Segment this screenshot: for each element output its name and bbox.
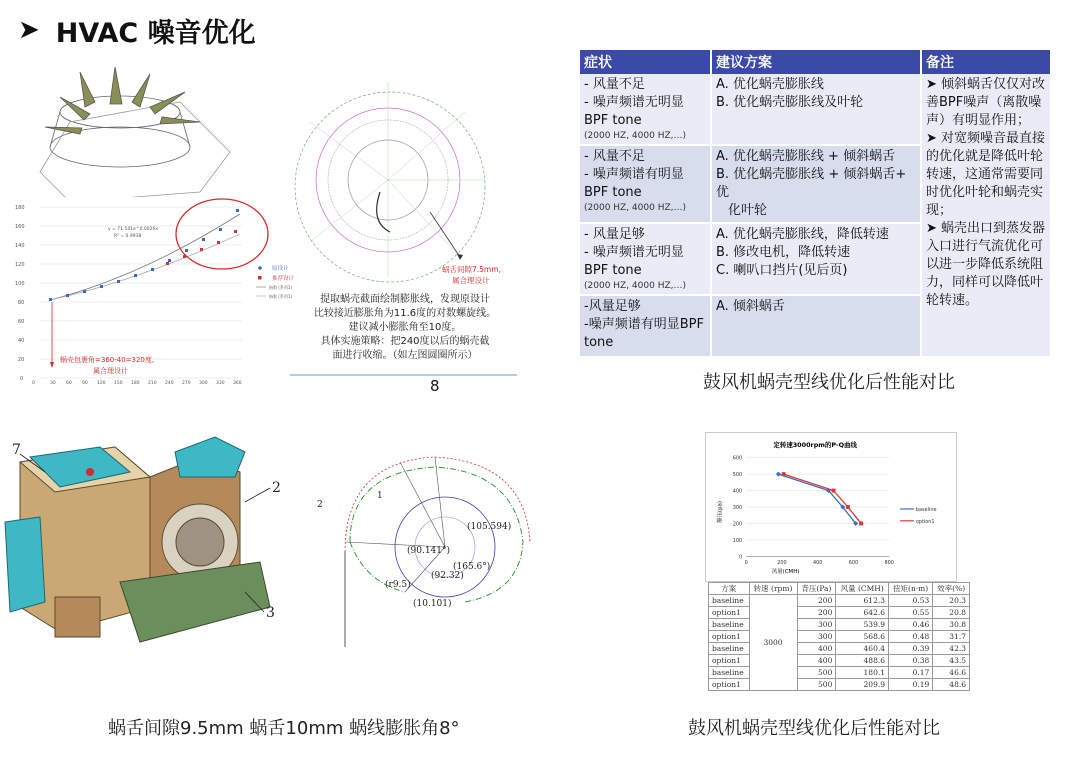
table-header: 扭矩(n·m)	[889, 583, 933, 595]
svg-text:指数 (系列1): 指数 (系列1)	[269, 285, 292, 290]
pq-chart-title: 定转速3000rpm的P-Q曲线	[773, 440, 857, 449]
label-7: 7	[12, 442, 21, 458]
notes-cell: ➤ 倾斜蜗舌仅仅对改 善BPF噪声（离散噪 声）有明显作用； ➤ 对宽频噪音最直接 的优化就是降低叶轮 转速，这通常需要同 时优化叶轮和蜗壳实 现； ➤ 蜗壳出口到蒸发器 入口进行气流优化可 以进一步降低系统阻 力，同样可以降低叶 轮转速。	[921, 74, 1051, 357]
symptom-plan-table	[580, 50, 1052, 358]
table-row: option1 400 488.6 0.38 43.5	[709, 655, 970, 667]
svg-text:30: 30	[50, 381, 56, 386]
svg-text:推荐设计: 推荐设计	[272, 276, 295, 282]
y-tick: 160	[15, 224, 25, 230]
table-row: option1 300 568.6 0.48 31.7	[709, 631, 970, 643]
table-row	[580, 74, 1051, 145]
pq-xlabel: 风量(CMH)	[771, 569, 800, 576]
pq-x-tick: 400	[812, 560, 823, 567]
label-3: 3	[266, 605, 275, 621]
plan-cell: A. 优化蜗壳膨胀线，降低转速 B. 修改电机，降低转速 C. 喇叭口挡片(见后页)	[711, 223, 921, 295]
symptom-cell: - 风量足够 - 噪声频谱无明显 BPF tone (2000 HZ, 4000 HZ,…)	[580, 223, 711, 295]
pq-x-tick: 0	[744, 560, 748, 567]
svg-text:建议减小膨胀角至10度。: 建议减小膨胀角至10度。	[348, 322, 462, 333]
wrap-note-line2: 属合理设计	[93, 367, 128, 375]
table-header: 备注	[921, 50, 1051, 74]
pq-point	[776, 472, 781, 477]
hvac-unit-drawing	[0, 432, 295, 677]
svg-text:(92.32): (92.32)	[431, 571, 464, 581]
svg-text:具体实施策略：把240度以后的蜗壳截: 具体实施策略：把240度以后的蜗壳截	[320, 336, 490, 347]
plan-cell: A. 优化蜗壳膨胀线 B. 优化蜗壳膨胀线及叶轮	[711, 74, 921, 145]
plan-cell: A. 倾斜蜗舌	[711, 295, 921, 357]
table-header: 转速 (rpm)	[749, 583, 797, 595]
pq-y-tick: 500	[732, 472, 743, 479]
volute-analysis-figure	[10, 62, 530, 392]
trend-equation: y = 71.541e^0.0026x	[108, 227, 158, 232]
symptom-cell: -风量足够 -噪声频谱有明显BPF tone	[580, 295, 711, 357]
label-2: 2	[272, 480, 281, 496]
table-row: baseline 300 539.9 0.46 30.8	[709, 619, 970, 631]
pq-legend-label: option1	[915, 518, 935, 525]
pq-curve-chart	[705, 432, 957, 582]
table-header: 方案	[709, 583, 750, 595]
pq-series-line-baseline	[778, 474, 855, 523]
y-tick: 0	[20, 376, 24, 382]
caption-top-right: 鼓风机蜗壳型线优化后性能对比	[703, 372, 955, 393]
pq-table-header-row	[709, 583, 970, 595]
svg-text:面进行收缩。（如左图圆圈所示）: 面进行收缩。（如左图圆圈所示）	[332, 350, 478, 361]
svg-text:150: 150	[114, 381, 123, 386]
table-row: baseline 500 180.1 0.17 46.6	[709, 667, 970, 679]
svg-text:240: 240	[165, 381, 174, 386]
y-tick: 120	[15, 262, 25, 268]
gap-note-line1: 蜗舌间隙7.5mm,	[442, 265, 501, 274]
svg-text:(105.594): (105.594)	[467, 522, 512, 532]
svg-text:原设计: 原设计	[272, 266, 289, 272]
y-tick: 140	[15, 243, 25, 249]
svg-text:(10.101): (10.101)	[413, 599, 452, 609]
slide-title	[18, 8, 256, 52]
svg-text:60: 60	[66, 381, 72, 386]
y-tick: 20	[18, 357, 25, 363]
pq-data-table	[708, 582, 970, 691]
page-number: 8	[430, 377, 440, 392]
x-ticks	[32, 380, 242, 386]
pq-ylabel: 静压(pa)	[717, 501, 724, 523]
pq-x-tick: 200	[777, 560, 787, 567]
table-header: 建议方案	[711, 50, 921, 74]
svg-text:0: 0	[32, 381, 35, 386]
volute-tag-2: 2	[317, 500, 323, 510]
svg-text:90: 90	[82, 381, 88, 386]
table-header: 症状	[580, 50, 711, 74]
pq-point	[782, 472, 786, 476]
volute-tag-1: 1	[377, 491, 383, 501]
pq-y-tick: 100	[732, 537, 743, 544]
svg-text:120: 120	[97, 381, 106, 386]
svg-text:提取蜗壳截面绘制膨胀线，发现原设计: 提取蜗壳截面绘制膨胀线，发现原设计	[320, 294, 490, 305]
speed-cell: 3000	[749, 595, 797, 691]
y-tick: 60	[18, 319, 25, 325]
pq-legend-label: baseline	[915, 506, 937, 513]
impeller-sketch	[40, 67, 230, 202]
method-description	[314, 292, 496, 361]
table-header: 背压(Pa)	[797, 583, 836, 595]
svg-text:(165.6°): (165.6°)	[453, 562, 491, 572]
pq-y-tick: 400	[732, 488, 743, 495]
y-tick: 40	[18, 338, 25, 344]
expansion-line-chart	[15, 197, 295, 386]
caption-bottom-right: 鼓风机蜗壳型线优化后性能对比	[688, 718, 940, 739]
svg-text:(r9.5): (r9.5)	[385, 580, 411, 590]
svg-text:330: 330	[216, 381, 225, 386]
trend-r2: R² = 0.9938	[114, 234, 142, 239]
table-row: option1 200 642.6 0.55 20.8	[709, 607, 970, 619]
svg-text:180: 180	[131, 381, 140, 386]
pq-point	[859, 521, 863, 525]
pq-x-tick: 600	[848, 560, 859, 567]
wrap-note-line1: 蜗壳包裹角=360-40=320度,	[60, 356, 155, 364]
table-header-row	[580, 50, 1051, 74]
y-tick: 180	[15, 205, 25, 211]
caption-bottom-left: 蜗舌间隙9.5mm 蜗舌10mm 蜗线膨胀角8°	[108, 718, 460, 739]
pq-y-tick: 200	[732, 521, 743, 528]
pq-y-tick: 0	[739, 554, 743, 561]
table-row: option1 500 209.9 0.19 48.6	[709, 679, 970, 691]
bullet-arrow-icon: ➤	[18, 15, 40, 45]
pq-point	[846, 505, 850, 509]
plan-cell: A. 优化蜗壳膨胀线 + 倾斜蜗舌 B. 优化蜗壳膨胀线 + 倾斜蜗舌+ 优 化叶轮	[711, 145, 921, 223]
svg-text:210: 210	[148, 381, 157, 386]
table-header: 效率(%)	[933, 583, 970, 595]
y-tick: 100	[15, 281, 25, 287]
svg-text:300: 300	[199, 381, 208, 386]
table-header: 风量 (CMH)	[836, 583, 889, 595]
pq-y-tick: 300	[732, 504, 743, 511]
table-row: baseline 3000 200 612.3 0.53 20.3	[709, 595, 970, 607]
pq-x-tick: 800	[884, 560, 894, 567]
gap-note-line2: 属合理设计	[452, 276, 490, 285]
svg-text:(90.141°): (90.141°)	[407, 546, 451, 556]
y-tick: 80	[18, 300, 25, 306]
symptom-cell: - 风量不足 - 噪声频谱有明显 BPF tone (2000 HZ, 4000 HZ,…)	[580, 145, 711, 223]
symptom-cell: - 风量不足 - 噪声频谱无明显 BPF tone (2000 HZ, 4000 HZ,…)	[580, 74, 711, 145]
volute-spiral-drawing	[295, 82, 485, 282]
svg-text:指数 (系列1): 指数 (系列1)	[269, 294, 292, 299]
svg-text:比较接近膨胀角为11.6度的对数螺旋线。: 比较接近膨胀角为11.6度的对数螺旋线。	[313, 308, 497, 319]
pq-y-tick: 600	[732, 455, 743, 462]
svg-text:360: 360	[233, 381, 242, 386]
pq-point	[832, 489, 836, 493]
volute-geometry-drawing	[305, 432, 535, 660]
chart-legend	[256, 264, 295, 299]
slide-title-text: HVAC 噪音优化	[55, 17, 256, 49]
table-row: baseline 400 460.4 0.39 42.3	[709, 643, 970, 655]
svg-text:270: 270	[182, 381, 191, 386]
